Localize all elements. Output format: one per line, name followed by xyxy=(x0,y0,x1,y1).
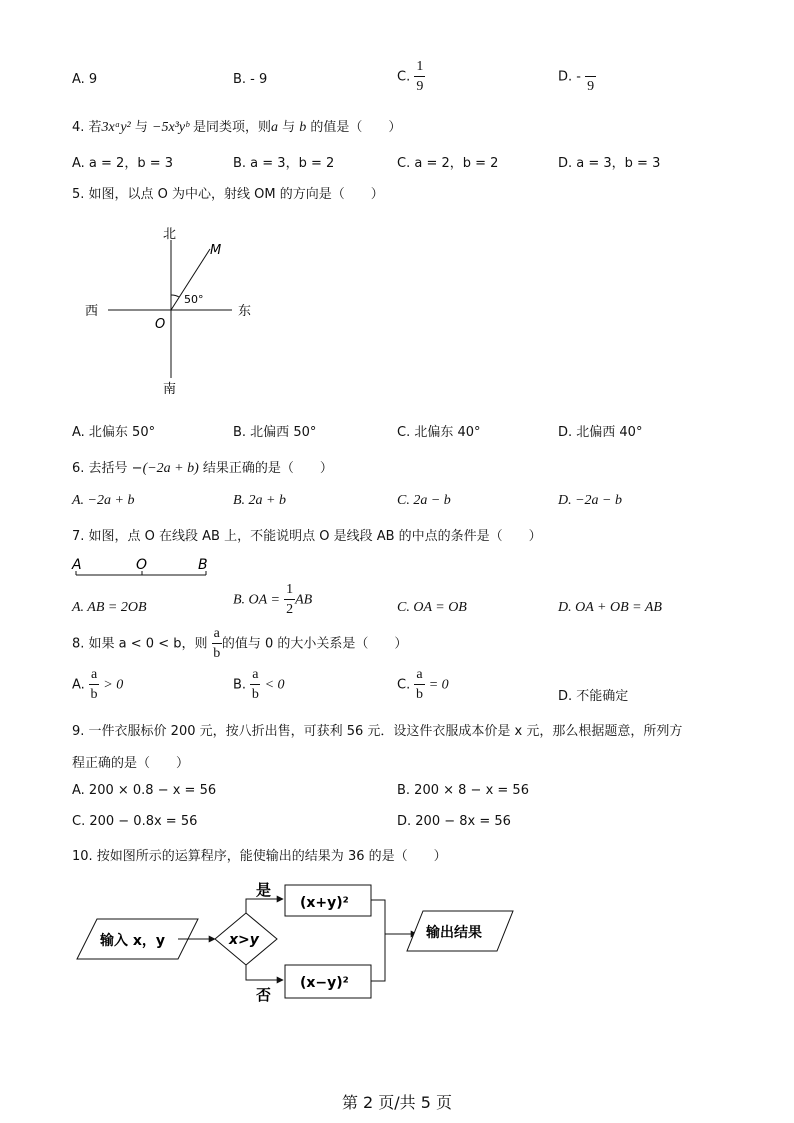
q6-option-a: A. −2a + b xyxy=(72,493,135,508)
q8-option-a: A. $\frac{a}{b}$ > 0 xyxy=(72,667,124,702)
flow-input-label: 输入 x，y xyxy=(100,933,166,949)
q7-stem: 7. 如图，点 O 在线段 AB 上，不能说明点 O 是线段 AB 的中点的条件是（ ） xyxy=(72,529,542,544)
q3-option-a: A. 9 xyxy=(72,72,98,87)
flow-yes-expr: (x+y)² xyxy=(300,895,349,911)
q10-stem: 10. 按如图所示的运算程序，能使输出的结果为 36 的是（ ） xyxy=(72,849,447,864)
flow-output-label: 输出结果 xyxy=(426,925,482,941)
label-o: O xyxy=(155,317,166,332)
flow-no-label: 否 xyxy=(256,986,272,1004)
label-angle: 50° xyxy=(184,293,204,306)
flow-yes-label: 是 xyxy=(256,881,272,899)
q9-stem-line2: 程正确的是（ ） xyxy=(72,756,190,771)
q8-option-c: C. $\frac{a}{b}$ = 0 xyxy=(397,667,449,702)
q5-stem: 5. 如图，以点 O 为中心，射线 OM 的方向是（ ） xyxy=(72,187,384,202)
point-o-label: O xyxy=(136,557,148,573)
flow-condition-label: x>y xyxy=(229,932,259,948)
q5-compass-figure xyxy=(80,218,280,403)
q3-option-d xyxy=(558,60,596,94)
q9-option-a: A. 200 × 0.8 − x = 56 xyxy=(72,783,217,798)
q7-option-c: C. OA = OB xyxy=(397,600,467,615)
q7-option-b: B. OA = $\frac{1}{2}$ AB xyxy=(233,582,313,617)
q10-flowchart xyxy=(75,875,525,1005)
q3-option-c-fraction: $\frac{1}{9}$ xyxy=(416,59,424,94)
flow-no-expr: (x−y)² xyxy=(300,975,349,991)
q7-option-a: A. AB = 2OB xyxy=(72,600,147,615)
q9-option-d: D. 200 − 8x = 56 xyxy=(397,814,511,829)
page-footer: 第 2 页/共 5 页 xyxy=(341,1093,453,1112)
q8-option-b: B. $\frac{a}{b}$ < 0 xyxy=(233,667,285,702)
q3-option-c-label: C. xyxy=(397,69,411,85)
q5-option-c: C. 北偏东 40° xyxy=(397,425,481,440)
q4-option-a: A. a = 2，b = 3 xyxy=(72,156,174,171)
q6-option-c: C. 2a − b xyxy=(397,493,451,508)
q4-option-b: B. a = 3，b = 2 xyxy=(233,156,335,171)
q6-option-b: B. 2a + b xyxy=(233,493,286,508)
q5-option-a: A. 北偏东 50° xyxy=(72,425,156,440)
label-west: 西 xyxy=(85,304,99,319)
label-east: 东 xyxy=(238,304,252,319)
q8-stem: 8. 如果 a < 0 < b，则 $\frac{a}{b}$ 的值与 0 的大小关系是（ ） xyxy=(72,626,408,661)
q6-option-d: D. −2a − b xyxy=(558,493,623,508)
q4-stem: 4. 若3xᵃy² 与 −5x³yᵇ 是同类项，则a 与 b 的值是（ ） xyxy=(72,120,402,135)
q9-option-b: B. 200 × 8 − x = 56 xyxy=(397,783,529,798)
q4-option-c: C. a = 2，b = 2 xyxy=(397,156,499,171)
q5-option-b: B. 北偏西 50° xyxy=(233,425,317,440)
q7-option-b-fraction: $\frac{1}{2}$ xyxy=(286,582,294,617)
q9-stem-line1: 9. 一件衣服标价 200 元，按八折出售，可获利 56 元．设这件衣服成本价是 x 元，那么根据题意，所列方 xyxy=(72,724,683,739)
q6-stem: 6. 去括号 −(−2a + b) 结果正确的是（ ） xyxy=(72,461,333,476)
q7-option-d: D. OA + OB = AB xyxy=(558,600,662,615)
label-south: 南 xyxy=(163,382,177,397)
q5-option-d: D. 北偏西 40° xyxy=(558,425,643,440)
q8-stem-fraction: $\frac{a}{b}$ xyxy=(213,626,221,661)
q3-option-b: B. - 9 xyxy=(233,72,268,87)
q3-option-c xyxy=(397,60,425,94)
point-a-label: A xyxy=(72,557,82,573)
q4-option-d: D. a = 3，b = 3 xyxy=(558,156,661,171)
q7-segment-figure xyxy=(68,555,218,581)
point-b-label: B xyxy=(198,557,208,573)
angle-arc xyxy=(171,295,179,297)
q3-option-d-fraction: 9 xyxy=(585,60,596,94)
label-north: 北 xyxy=(163,227,177,242)
q3-option-d-label: D. - xyxy=(558,69,581,85)
label-m: M xyxy=(210,243,222,258)
q9-option-c: C. 200 − 0.8x = 56 xyxy=(72,814,198,829)
q8-option-d: D. 不能确定 xyxy=(558,689,629,704)
